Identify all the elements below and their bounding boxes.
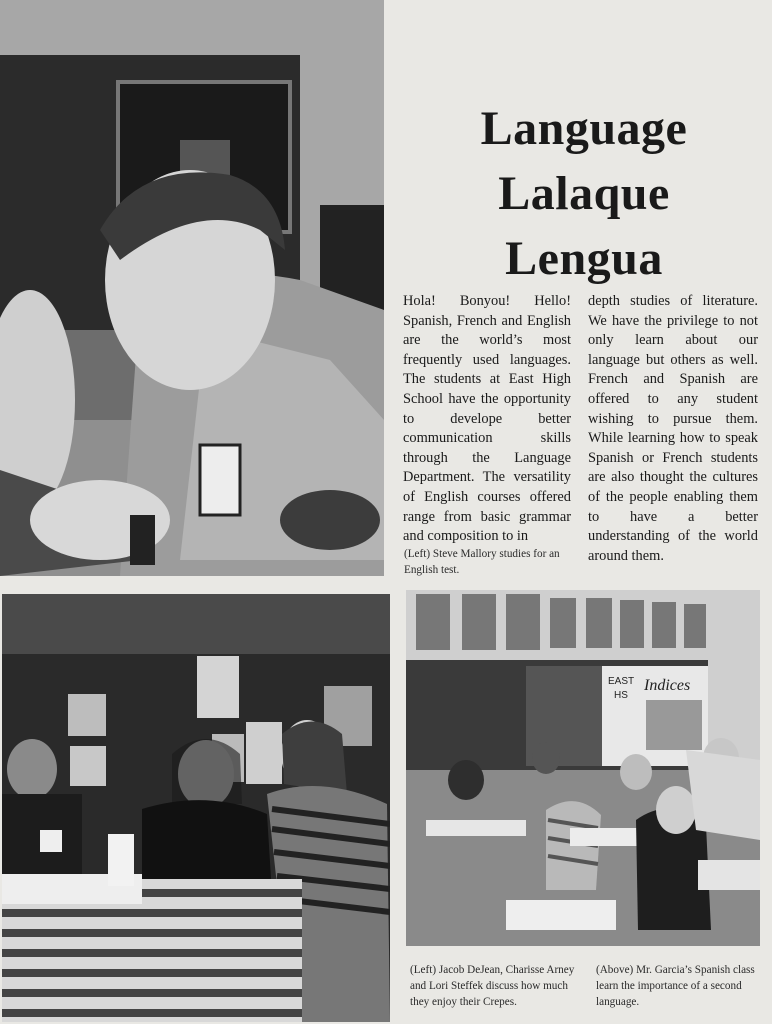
photo-students-at-table [2,594,390,1022]
title-line-english: Language [480,102,688,155]
body-text-column-1: Hola! Bonyou! Hello! Spanish, French and English are the world’s most frequently used languages. The students at East High School have the opportunity to develope better communication skills through the Language Department. The versatility of English courses offered range from basic grammar and composition to in [403,293,571,545]
photo-student-studying [0,0,384,576]
photo-students-at-table-image [2,594,390,1022]
page-title [384,96,772,291]
board-sign-hs: HS [614,690,628,701]
body-text-column-2: depth studies of literature. We have the privilege to not only learn about our language but others as well. French and Spanish are offered to any student wishing to pursue them. While learning how to speak Spanish or French students are also thought the cultures of the people enabling them to have a better understanding of the world around them. [588,293,758,564]
board-sign-east: EAST [608,676,635,687]
photo-spanish-class [406,590,760,946]
photo-student-studying-image [0,0,384,576]
caption-students-at-table: (Left) Jacob DeJean, Charisse Arney and Lori Steffek discuss how much they enjoy their Crepes. [410,964,575,1008]
caption-spanish-class: (Above) Mr. Garcia’s Spanish class learn the importance of a second language. [596,964,755,1008]
board-sign-indices: Indices [644,677,691,694]
title-line-spanish: Lengua [505,232,663,285]
title-line-french: Lalaque [498,167,670,220]
photo-spanish-class-image [406,590,760,946]
caption-student-studying: (Left) Steve Mallory studies for an English test. [404,548,560,576]
